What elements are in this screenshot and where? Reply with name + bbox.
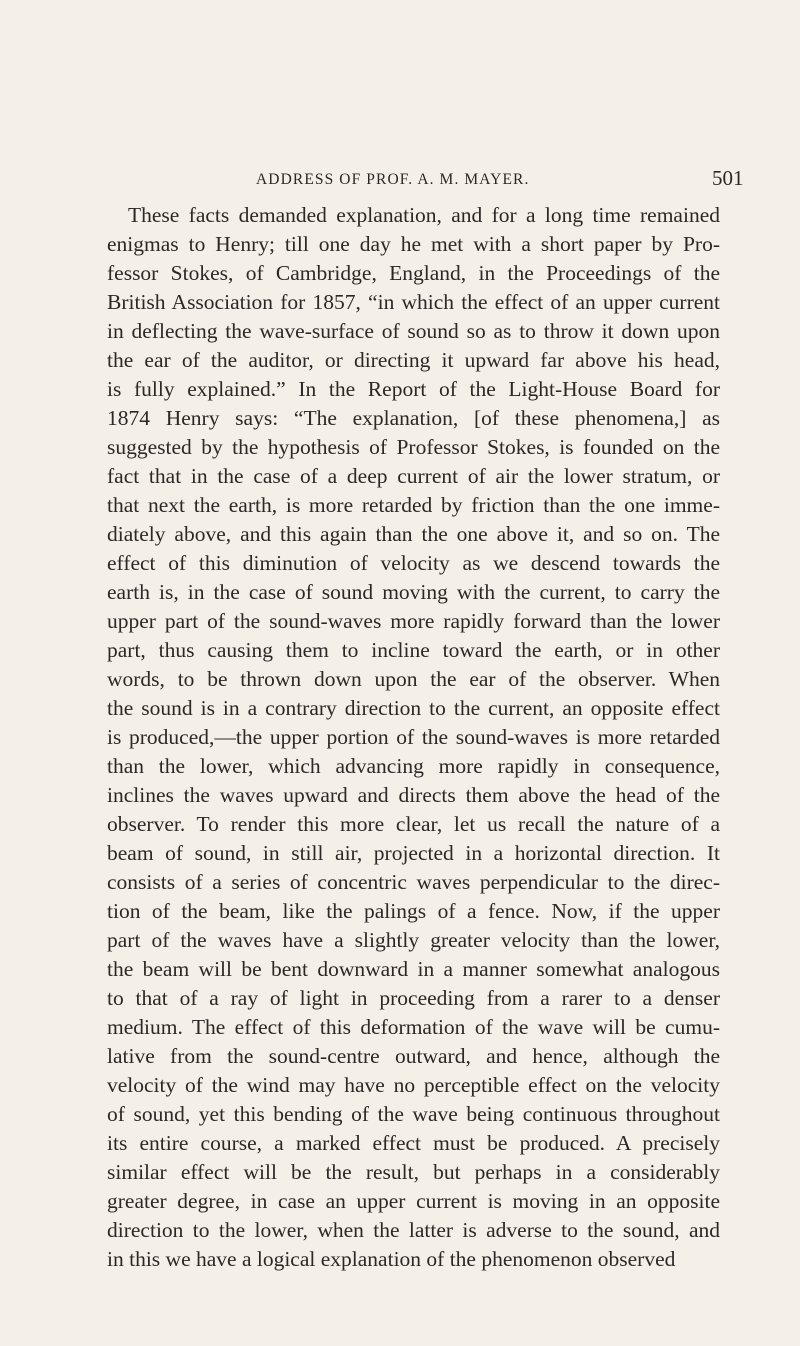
text-line: similar effect will be the result, but perhaps in a considerably bbox=[107, 1160, 720, 1184]
text-line: suggested by the hypothesis of Professor Stokes, is founded on the bbox=[107, 435, 720, 459]
body-paragraph bbox=[107, 201, 720, 1274]
text-line: inclines the waves upward and directs them above the head of the bbox=[107, 783, 720, 807]
page-number: 501 bbox=[712, 166, 744, 190]
text-line: greater degree, in case an upper current is moving in an opposite bbox=[107, 1189, 720, 1213]
text-line: the beam will be bent downward in a manner somewhat analogous bbox=[107, 957, 720, 981]
text-line: words, to be thrown down upon the ear of the observer. When bbox=[107, 667, 720, 691]
text-line: consists of a series of concentric waves perpendicular to the direc- bbox=[107, 870, 720, 894]
text-line: medium. The effect of this deformation of the wave will be cumu- bbox=[107, 1015, 720, 1039]
text-line: that next the earth, is more retarded by friction than the one imme- bbox=[107, 493, 720, 517]
text-line: of sound, yet this bending of the wave being continuous throughout bbox=[107, 1102, 720, 1126]
text-line: the ear of the auditor, or directing it upward far above his head, bbox=[107, 348, 720, 372]
text-line: 1874 Henry says: “The explanation, [of these phenomena,] as bbox=[107, 406, 720, 430]
text-line: part, thus causing them to incline toward the earth, or in other bbox=[107, 638, 720, 662]
text-line: upper part of the sound-waves more rapidly forward than the lower bbox=[107, 609, 720, 633]
text-line: British Association for 1857, “in which the effect of an upper current bbox=[107, 290, 720, 314]
text-line: the sound is in a contrary direction to the current, an opposite effect bbox=[107, 696, 720, 720]
text-line: fact that in the case of a deep current of air the lower stratum, or bbox=[107, 464, 720, 488]
text-line: lative from the sound-centre outward, and hence, although the bbox=[107, 1044, 720, 1068]
text-line: in this we have a logical explanation of the phenomenon observed bbox=[107, 1247, 676, 1271]
text-line: observer. To render this more clear, let us recall the nature of a bbox=[107, 812, 720, 836]
text-line: in deflecting the wave-surface of sound so as to throw it down upon bbox=[107, 319, 720, 343]
text-line: tion of the beam, like the palings of a fence. Now, if the upper bbox=[107, 899, 720, 923]
text-line: is fully explained.” In the Report of the Light-House Board for bbox=[107, 377, 720, 401]
text-line: direction to the lower, when the latter is adverse to the sound, and bbox=[107, 1218, 720, 1242]
text-line: is produced,—the upper portion of the sound-waves is more retarded bbox=[107, 725, 720, 749]
text-line: earth is, in the case of sound moving with the current, to carry the bbox=[107, 580, 720, 604]
running-head: ADDRESS OF PROF. A. M. MAYER. bbox=[256, 171, 530, 188]
text-line: enigmas to Henry; till one day he met with a short paper by Pro- bbox=[107, 232, 720, 256]
text-line: than the lower, which advancing more rapidly in consequence, bbox=[107, 754, 720, 778]
text-line: These facts demanded explanation, and for a long time remained bbox=[128, 203, 720, 227]
text-line: fessor Stokes, of Cambridge, England, in the Proceedings of the bbox=[107, 261, 720, 285]
text-line: to that of a ray of light in proceeding from a rarer to a denser bbox=[107, 986, 720, 1010]
text-line: velocity of the wind may have no perceptible effect on the velocity bbox=[107, 1073, 720, 1097]
text-line: diately above, and this again than the one above it, and so on. The bbox=[107, 522, 720, 546]
text-line: part of the waves have a slightly greater velocity than the lower, bbox=[107, 928, 720, 952]
text-line: beam of sound, in still air, projected in a horizontal direction. It bbox=[107, 841, 720, 865]
text-line: its entire course, a marked effect must be produced. A precisely bbox=[107, 1131, 720, 1155]
text-line: effect of this diminution of velocity as we descend towards the bbox=[107, 551, 720, 575]
